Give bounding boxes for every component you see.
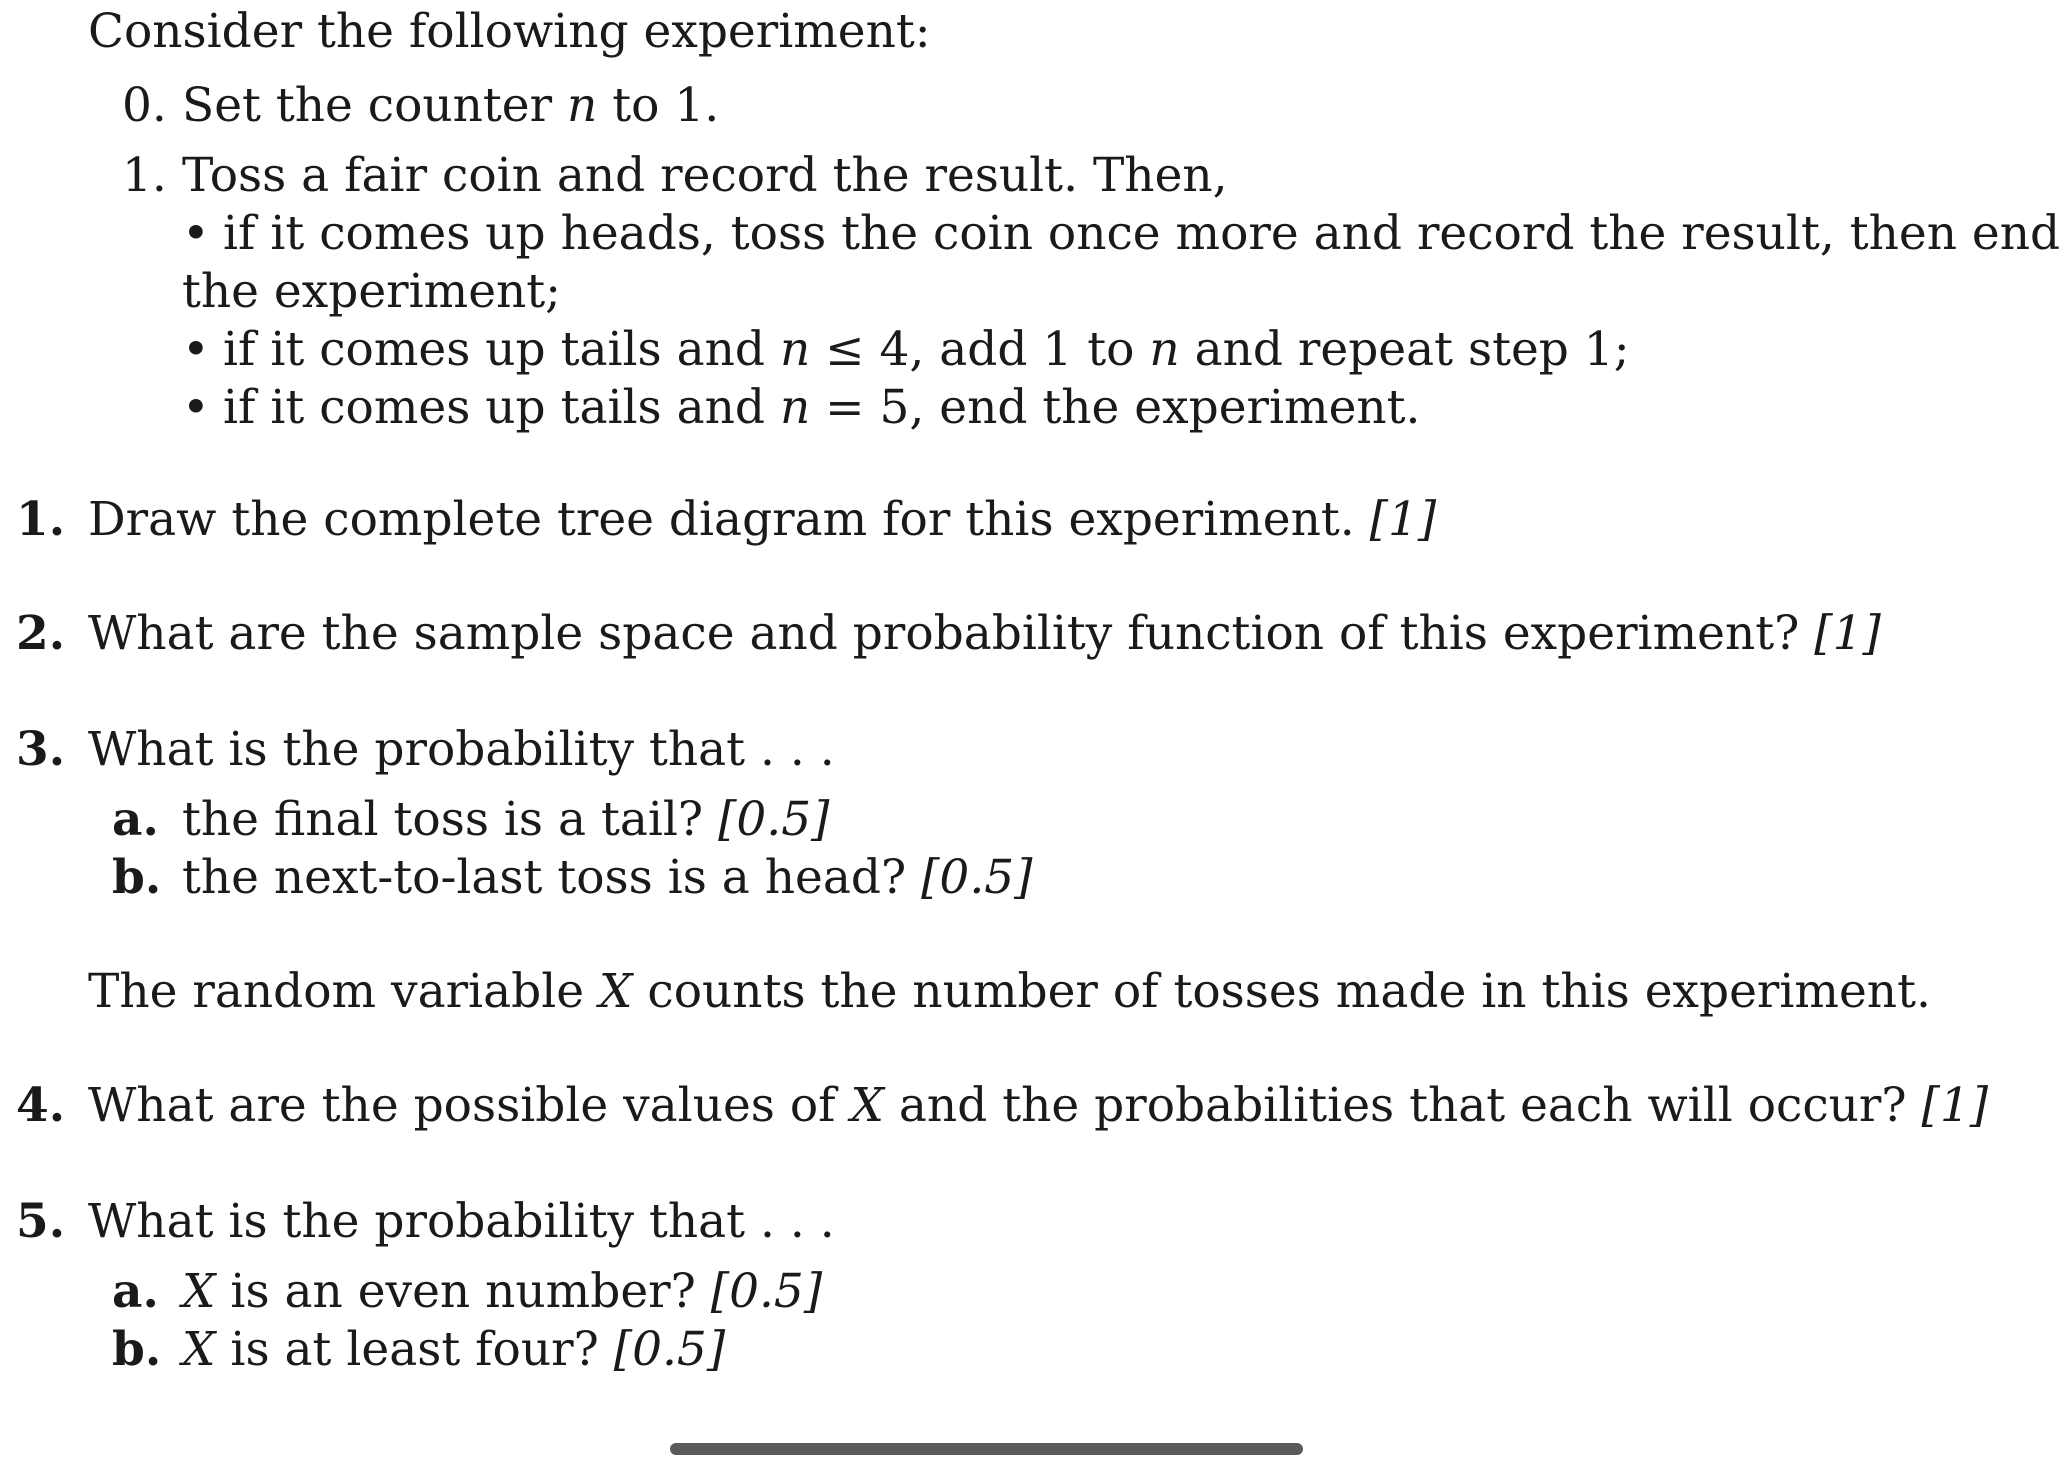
question-1-number: 1. xyxy=(16,492,66,547)
question-2-number: 2. xyxy=(16,606,66,661)
step-1-bullet-3-text: if it comes up tails and n = 5, end the experiment. xyxy=(223,380,1421,435)
question-3a-text: the final toss is a tail? [0.5] xyxy=(182,792,830,847)
question-3b-marks: [0.5] xyxy=(921,850,1033,905)
question-5a-label: a. xyxy=(112,1264,159,1319)
question-5b-text: X is at least four? [0.5] xyxy=(182,1322,726,1377)
step-1-number: 1. xyxy=(122,148,167,203)
step-0-number: 0. xyxy=(122,78,167,133)
intro-text: Consider the following experiment: xyxy=(88,4,931,59)
question-3b-text: the next-to-last toss is a head? [0.5] xyxy=(182,850,1033,905)
home-indicator[interactable] xyxy=(670,1443,1303,1455)
question-5a-marks: [0.5] xyxy=(710,1264,823,1319)
random-variable-preamble: The random variable X counts the number of tosses made in this experiment. xyxy=(88,964,1931,1019)
step-1-bullet-3-symbol: • xyxy=(182,380,210,435)
question-5a-text: X is an even number? [0.5] xyxy=(182,1264,823,1319)
step-1-bullet-2-text: if it comes up tails and n ≤ 4, add 1 to n and repeat step 1; xyxy=(223,322,1630,377)
question-5-text: What is the probability that . . . xyxy=(88,1194,835,1249)
question-1-text: Draw the complete tree diagram for this experiment. [1] xyxy=(88,492,1437,547)
question-4-marks: [1] xyxy=(1921,1078,1989,1133)
question-5-number: 5. xyxy=(16,1194,66,1249)
step-1-text: Toss a fair coin and record the result. Then, xyxy=(182,148,1228,203)
question-3a-marks: [0.5] xyxy=(718,792,830,847)
step-1-bullet-1-symbol: • xyxy=(182,206,210,261)
step-1-bullet-1-line-1: if it comes up heads, toss the coin once more and record the result, then end xyxy=(223,206,2060,261)
question-3-text: What is the probability that . . . xyxy=(88,722,835,777)
question-3b-label: b. xyxy=(112,850,162,905)
question-5b-marks: [0.5] xyxy=(613,1322,726,1377)
question-4-number: 4. xyxy=(16,1078,66,1133)
question-3-number: 3. xyxy=(16,722,66,777)
question-4-text: What are the possible values of X and the probabilities that each will occur? [1] xyxy=(88,1078,1989,1133)
question-2-text: What are the sample space and probability function of this experiment? [1] xyxy=(88,606,1881,661)
step-0-text: Set the counter n to 1. xyxy=(182,78,720,133)
step-1-bullet-2-symbol: • xyxy=(182,322,210,377)
question-2-marks: [1] xyxy=(1814,606,1881,661)
question-3a-label: a. xyxy=(112,792,159,847)
question-5b-label: b. xyxy=(112,1322,162,1377)
question-1-marks: [1] xyxy=(1369,492,1437,547)
step-1-bullet-1-line-2: the experiment; xyxy=(182,264,562,319)
